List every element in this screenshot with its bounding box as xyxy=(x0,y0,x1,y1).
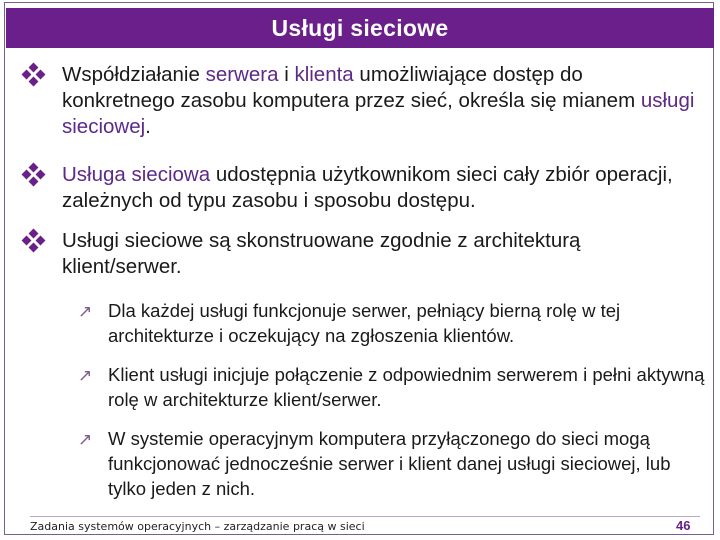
subbullet-item xyxy=(78,362,708,412)
term-serwera: serwera xyxy=(205,63,279,86)
subbullet-text: W systemie operacyjnym komputera przyłączonego do sieci mogą funkcjonować jednocześnie serwer i klient danej usługi sieciowej, lub tylko jeden z nich. xyxy=(108,428,671,499)
text-run: i xyxy=(278,63,295,86)
subbullet-item xyxy=(78,426,708,501)
term-usluga-sieciowa: Usługa sieciowa xyxy=(62,163,211,186)
slide-footer: Zadania systemów operacyjnych – zarządzanie pracą w sieci xyxy=(30,520,365,533)
text-run: . xyxy=(145,115,151,138)
four-diamond-bullet-icon xyxy=(22,163,46,187)
bullet-mark xyxy=(22,62,62,140)
bullet-item xyxy=(22,162,698,214)
slide-title: Usługi sieciowe xyxy=(271,14,449,41)
bullet-item xyxy=(22,228,698,280)
arrow-bullet-icon: ↗ xyxy=(78,430,93,449)
bullet-text xyxy=(62,228,698,280)
four-diamond-bullet-icon xyxy=(22,229,46,253)
term-uslugi-sieciowej: usługi sieciowej xyxy=(62,89,695,138)
footer-divider xyxy=(30,516,700,517)
bullet-text xyxy=(62,162,698,214)
bullet-text xyxy=(62,62,698,140)
four-diamond-bullet-icon xyxy=(22,63,46,87)
subbullet-text: Dla każdej usługi funkcjonuje serwer, pełniący bierną rolę w tej architekturze i oczekujący na zgłoszenia klientów. xyxy=(108,300,621,346)
arrow-bullet-icon: ↗ xyxy=(78,302,93,321)
text-run: umożliwiające dostęp do konkretnego zasobu komputera przez sieć, określa się mianem xyxy=(62,63,641,112)
bullet-item xyxy=(22,62,698,140)
subbullet-text: Klient usługi inicjuje połączenie z odpowiednim serwerem i pełni aktywną rolę w architekturze klient/serwer. xyxy=(108,364,705,410)
text-run: Usługi sieciowe są skonstruowane zgodnie z architekturą klient/serwer. xyxy=(62,229,581,278)
bullet-mark xyxy=(22,228,62,280)
text-run: udostępnia użytkownikom sieci cały zbiór operacji, zależnych od typu zasobu i sposobu dostępu. xyxy=(62,163,673,212)
arrow-bullet-icon: ↗ xyxy=(78,366,93,385)
bullet-mark xyxy=(22,162,62,214)
text-run: Współdziałanie xyxy=(62,63,206,86)
page-number: 46 xyxy=(676,518,691,533)
term-klienta: klienta xyxy=(294,63,354,86)
subbullet-item xyxy=(78,298,708,348)
